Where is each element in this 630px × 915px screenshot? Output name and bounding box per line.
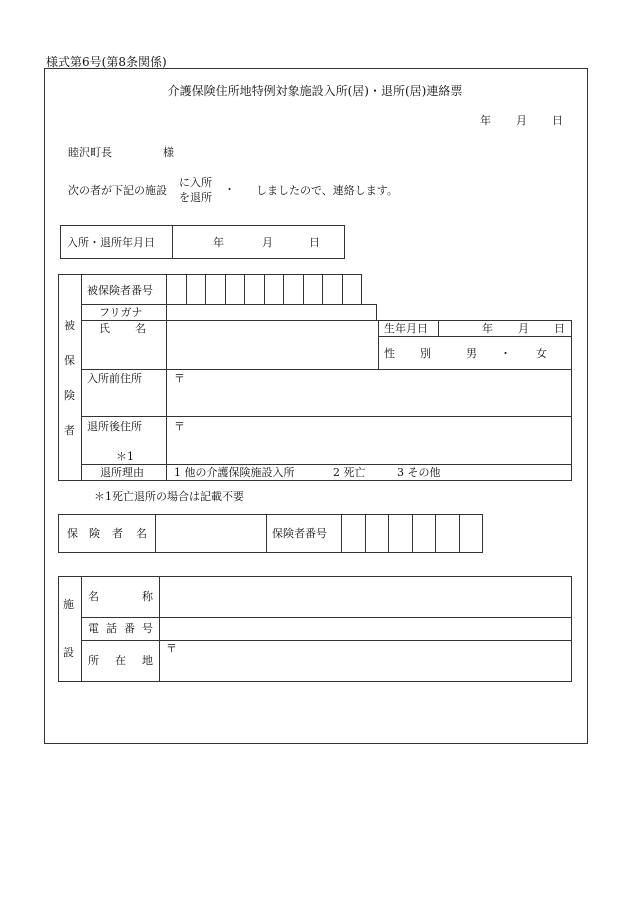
- insurer-name-char-3: 者: [112, 527, 123, 540]
- addressee-honorific: 様: [163, 146, 174, 159]
- insured-number-digit-divider: [283, 274, 284, 304]
- intro-dot: ・: [224, 183, 235, 196]
- date-month: 月: [516, 114, 527, 127]
- insured-number-digit-divider: [342, 274, 343, 304]
- facility-phone-char-3: 番: [124, 622, 135, 635]
- facility-name-char-1: 名: [88, 590, 99, 603]
- prev-postal-mark: 〒: [174, 372, 185, 385]
- gender-label-1: 性: [384, 347, 395, 360]
- facility-name-char-2: 称: [142, 590, 153, 603]
- insured-number-digit-divider: [205, 274, 206, 304]
- intro-option-exit: を退所: [179, 191, 212, 204]
- insured-side-char-3: 険: [64, 389, 75, 402]
- form-number: 様式第6号(第8条関係): [46, 55, 167, 69]
- insurer-number-digit-divider: [412, 514, 413, 553]
- facility-postal-mark: 〒: [166, 642, 177, 655]
- form-title: 介護保険住所地特例対象施設入所(居)・退所(居)連絡票: [167, 84, 463, 98]
- insured-number-digit-divider: [244, 274, 245, 304]
- insurer-number-digit-divider: [365, 514, 366, 553]
- insured-side-char-4: 者: [64, 424, 75, 437]
- gender-dot: ・: [500, 347, 511, 360]
- facility-address-char-3: 地: [142, 654, 153, 667]
- name-label-1: 氏: [99, 322, 110, 335]
- furigana-label: フリガナ: [99, 306, 143, 319]
- insured-side-char-1: 被: [64, 319, 75, 332]
- birth-label: 生年月日: [384, 322, 428, 335]
- birth-day: 日: [554, 322, 565, 335]
- note-ref: ＊1: [116, 450, 134, 463]
- reason-1: 1 他の介護保険施設入所: [174, 466, 295, 479]
- move-date-day: 日: [309, 236, 320, 249]
- facility-side-char-1: 施: [63, 598, 74, 611]
- insurer-number-digit-divider: [435, 514, 436, 553]
- intro-suffix: しましたので、連絡します。: [256, 184, 398, 197]
- facility-side-char-2: 設: [63, 646, 74, 659]
- reason-label: 退所理由: [100, 466, 144, 479]
- move-date-label: 入所・退所年月日: [67, 236, 155, 249]
- next-address-label: 退所後住所: [87, 420, 142, 433]
- date-day: 日: [552, 114, 563, 127]
- facility-address-char-2: 在: [115, 654, 126, 667]
- next-postal-mark: 〒: [174, 420, 185, 433]
- facility-phone-char-1: 電: [88, 622, 99, 635]
- insurer-number-digit-divider: [388, 514, 389, 553]
- insured-side-char-2: 保: [64, 354, 75, 367]
- reason-3: 3 その他: [397, 466, 441, 479]
- insurer-name-char-2: 険: [89, 527, 100, 540]
- insurer-number-digit-divider: [459, 514, 460, 553]
- addressee-name: 睦沢町長: [68, 146, 112, 159]
- insurer-name-char-1: 保: [67, 527, 78, 540]
- move-date-month: 月: [262, 236, 273, 249]
- insured-number-digit-divider: [264, 274, 265, 304]
- move-date-year: 年: [213, 236, 224, 249]
- birth-month: 月: [518, 322, 529, 335]
- gender-label-2: 別: [420, 347, 431, 360]
- insurer-number-label: 保険者番号: [272, 527, 327, 540]
- facility-phone-char-2: 話: [106, 622, 117, 635]
- intro-option-enter: に入所: [179, 176, 212, 189]
- insured-number-digit-divider: [322, 274, 323, 304]
- facility-phone-char-4: 号: [142, 622, 153, 635]
- gender-female: 女: [536, 347, 547, 360]
- footnote: ＊1死亡退所の場合は記載不要: [94, 490, 244, 503]
- facility-address-char-1: 所: [88, 654, 99, 667]
- name-label-2: 名: [135, 322, 146, 335]
- reason-2: 2 死亡: [333, 466, 366, 479]
- insurer-name-char-4: 名: [136, 527, 147, 540]
- gender-male: 男: [466, 347, 477, 360]
- prev-address-label: 入所前住所: [87, 372, 142, 385]
- birth-year: 年: [482, 322, 493, 335]
- intro-prefix: 次の者が下記の施設: [68, 184, 167, 197]
- insured-number-digit-divider: [225, 274, 226, 304]
- date-year: 年: [480, 114, 491, 127]
- insured-number-digit-divider: [186, 274, 187, 304]
- insured-number-digit-divider: [303, 274, 304, 304]
- insured-number-label: 被保険者番号: [87, 284, 153, 297]
